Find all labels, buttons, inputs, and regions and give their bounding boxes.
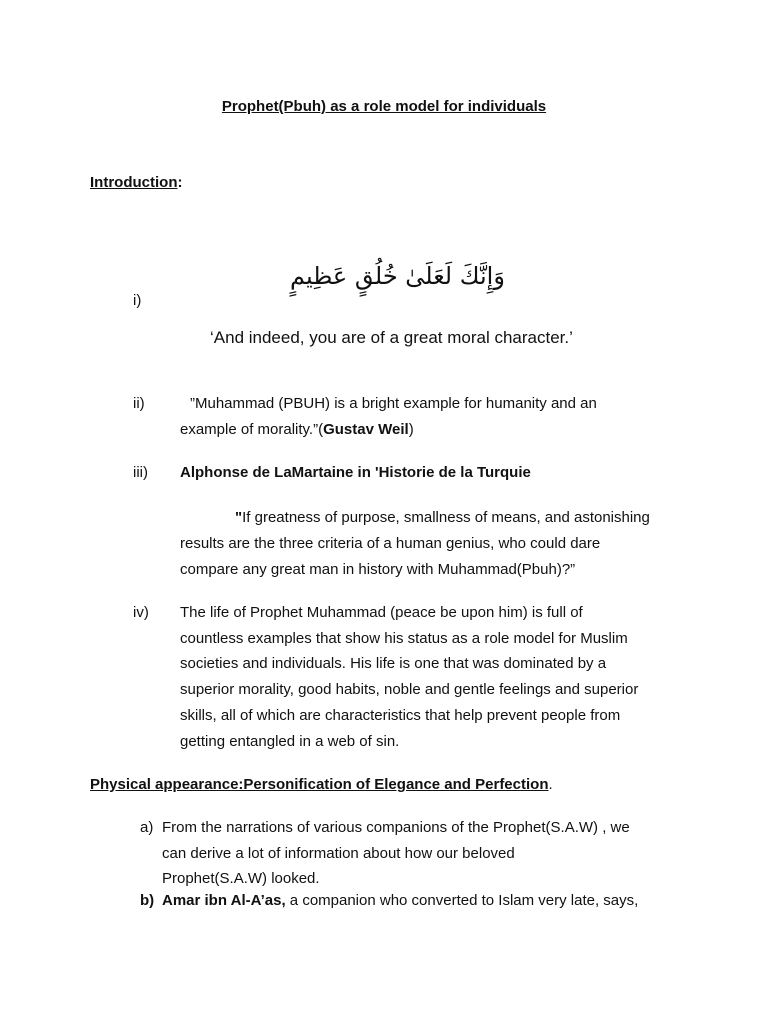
verse-translation: ‘And indeed, you are of a great moral character.’: [210, 328, 573, 347]
item4-line: The life of Prophet Muhammad (peace be upon him) is full of: [180, 604, 583, 621]
item3-quote-line2: results are the three criteria of a human genius, who could dare: [180, 535, 601, 552]
item3-quote-line3: compare any great man in history with Muhammad(Pbuh)?”: [180, 561, 576, 578]
physical-appearance-heading: [90, 772, 553, 798]
list-marker-ii: ii): [133, 395, 145, 412]
item-a-line3: Prophet(S.A.W) looked.: [162, 870, 320, 887]
item4-line: getting entangled in a web of sin.: [180, 733, 400, 750]
list-marker-i: i): [133, 292, 142, 309]
list-marker-a: a): [140, 819, 154, 836]
list-marker-iv: iv): [133, 604, 149, 621]
item2-line2-text: example of morality.”(: [180, 421, 324, 438]
item2-line2: [180, 417, 414, 443]
amar-ibn-al-aas-name: Amar ibn Al-A’as,: [162, 892, 286, 909]
item-a-line2: can derive a lot of information about how our beloved: [162, 845, 515, 862]
list-marker-b: b): [140, 892, 155, 909]
introduction-heading-text: Introduction: [90, 174, 178, 191]
lamartine-heading: Alphonse de LaMartaine in 'Historie de la Turquie: [180, 464, 531, 481]
item3-quote-line1-text: If greatness of purpose, smallness of means, and astonishing: [242, 509, 650, 526]
item3-quote-line1: [235, 505, 650, 531]
gustav-weil-attribution: Gustav Weil: [323, 421, 409, 438]
item-b-text: a companion who converted to Islam very late, says,: [285, 892, 639, 909]
arabic-verse: وَإِنَّكَ لَعَلَىٰ خُلُقٍ عَظِيمٍ: [290, 262, 505, 290]
item2-line1: ”Muhammad (PBUH) is a bright example for humanity and an: [190, 395, 597, 412]
item4-line: countless examples that show his status as a role model for Muslim: [180, 630, 628, 647]
document-title: Prophet(Pbuh) as a role model for individuals: [221, 98, 547, 115]
physical-appearance-heading-text: Physical appearance:Personification of Elegance and Perfection: [90, 776, 549, 793]
introduction-heading: [90, 170, 182, 196]
item-b-line1: [162, 888, 638, 914]
heading-period: .: [548, 776, 553, 793]
item4-line: superior morality, good habits, noble and gentle feelings and superior: [180, 681, 639, 698]
item4-line: societies and individuals. His life is one that was dominated by a: [180, 655, 607, 672]
item4-line: skills, all of which are characteristics that help prevent people from: [180, 707, 621, 724]
introduction-colon: :: [177, 174, 183, 191]
item-a-line1: From the narrations of various companions of the Prophet(S.A.W) , we: [162, 819, 630, 836]
item2-line2-close: ): [408, 421, 414, 438]
list-marker-iii: iii): [133, 464, 148, 481]
quote-mark: ": [235, 509, 243, 526]
